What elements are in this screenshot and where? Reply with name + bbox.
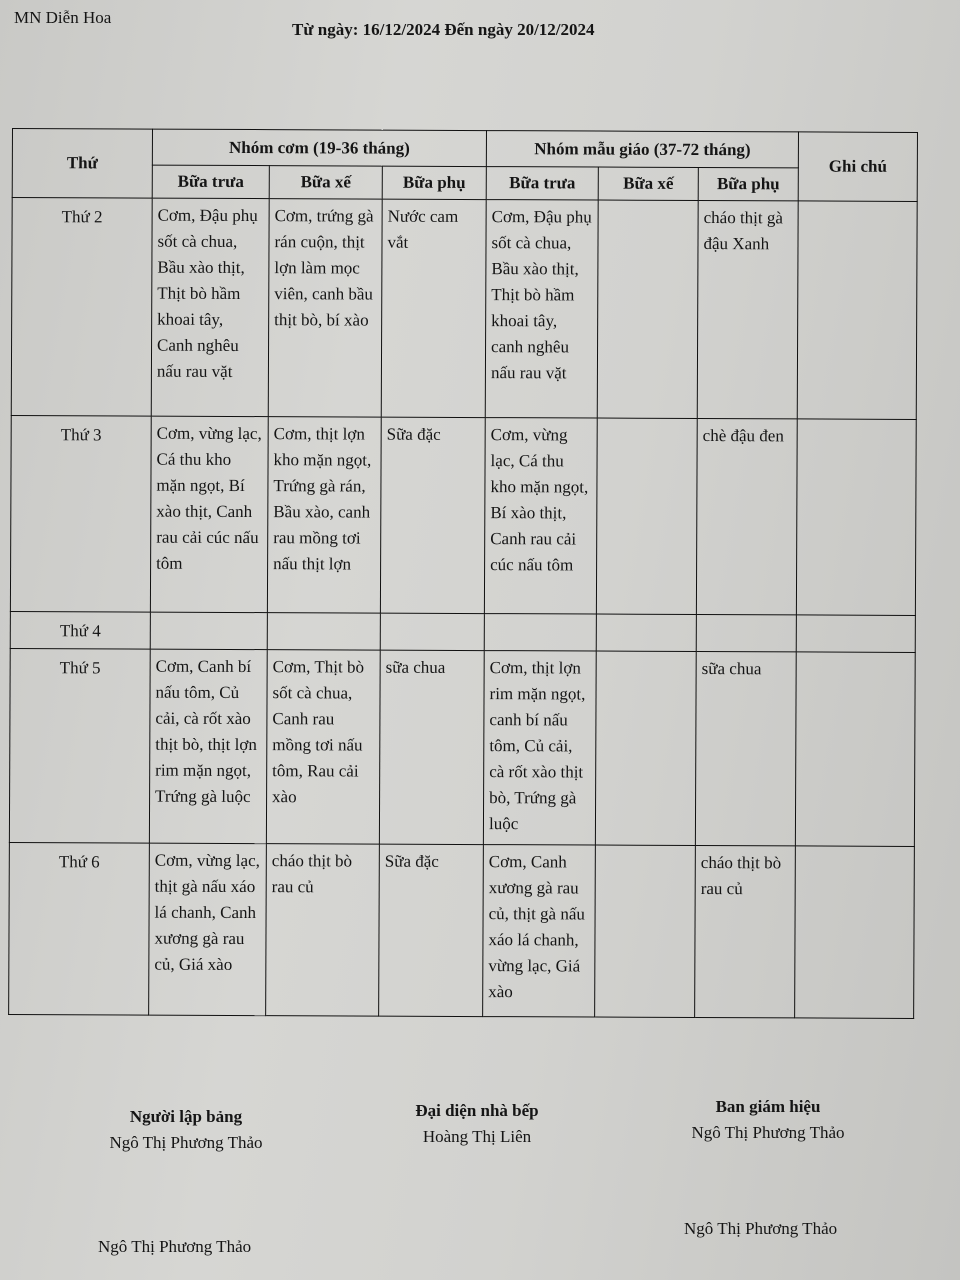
preparer-signed-name: Ngô Thị Phương Thảo (98, 1237, 252, 1256)
signature-kitchen (392, 1101, 562, 1147)
header-g2-lunch: Bữa trưa (486, 167, 598, 200)
g2-afternoon-cell (595, 845, 696, 1017)
board-title: Ban giám hiệu (715, 1097, 821, 1116)
kitchen-name: Hoàng Thị Liên (422, 1127, 532, 1146)
g1-snack-cell: Sữa đặc (380, 417, 485, 613)
signature-preparer (96, 1107, 276, 1153)
header-g1-afternoon: Bữa xế (269, 166, 382, 199)
header-g2-afternoon: Bữa xế (598, 167, 698, 200)
g1-snack-cell: sữa chua (379, 650, 484, 844)
g1-afternoon-cell: cháo thịt bò rau củ (266, 844, 380, 1016)
preparer-title: Người lập bảng (129, 1107, 243, 1126)
header-g1-snack: Bữa phụ (382, 166, 486, 199)
note-cell (795, 652, 915, 847)
table-row (11, 198, 917, 420)
g2-lunch-cell: Cơm, Canh xương gà rau củ, thịt gà nấu xáo lá chanh, vừng lạc, Giá xào (483, 845, 596, 1017)
menu-table-container (8, 128, 917, 1019)
school-name: MN Diễn Hoa (14, 8, 112, 27)
g2-afternoon-cell (597, 200, 698, 418)
header-g1-lunch: Bữa trưa (152, 165, 269, 199)
g1-snack-cell: Sữa đặc (379, 844, 484, 1016)
day-cell: Thứ 5 (9, 648, 150, 843)
g2-lunch-cell (484, 614, 596, 651)
g2-snack-cell: cháo thịt bò rau củ (695, 845, 796, 1017)
g2-afternoon-cell (596, 418, 697, 614)
day-cell: Thứ 4 (10, 611, 150, 649)
g2-snack-cell: chè đậu đen (696, 418, 797, 614)
g1-lunch-cell: Cơm, Canh bí nấu tôm, Củ cải, cà rốt xào thịt bò, thịt lợn rim mặn ngọt, Trứng gà luộc (149, 649, 267, 844)
g2-lunch-cell: Cơm, vừng lạc, Cá thu kho mặn ngọt, Bí xào thịt, Canh rau cải cúc nấu tôm (484, 418, 597, 614)
note-cell (796, 615, 915, 653)
signature-section (0, 1095, 960, 1275)
g1-lunch-cell (150, 612, 267, 650)
g1-lunch-cell: Cơm, vừng lạc, Cá thu kho mặn ngọt, Bí xào thịt, Canh rau cải cúc nấu tôm (150, 416, 268, 613)
g2-lunch-cell: Cơm, Đậu phụ sốt cà chua, Bầu xào thịt, Thịt bò hầm khoai tây, canh nghêu nấu rau vặt (485, 200, 598, 418)
g1-afternoon-cell: Cơm, Thịt bò sốt cà chua, Canh rau mồng tơi nấu tôm, Rau cải xào (266, 650, 380, 844)
g2-lunch-cell: Cơm, thịt lợn rim mặn ngọt, canh bí nấu tôm, Củ cải, cà rốt xào thịt bò, Trứng gà luộc (483, 651, 596, 845)
preparer-name: Ngô Thị Phương Thảo (109, 1133, 263, 1152)
day-cell: Thứ 3 (10, 415, 151, 612)
board-name: Ngô Thị Phương Thảo (691, 1123, 845, 1142)
g1-lunch-cell: Cơm, Đậu phụ sốt cà chua, Bầu xào thịt, Thịt bò hầm khoai tây, Canh nghêu nấu rau vặt (151, 198, 269, 417)
header-g2-snack: Bữa phụ (698, 167, 798, 200)
g2-afternoon-cell (595, 651, 696, 845)
header-group-kindergarten: Nhóm mẫu giáo (37-72 tháng) (486, 131, 798, 168)
g1-snack-cell: Nước cam vắt (381, 199, 486, 417)
table-row (9, 842, 915, 1018)
g1-afternoon-cell (267, 613, 380, 650)
menu-table (8, 128, 918, 1019)
g1-afternoon-cell: Cơm, trứng gà rán cuộn, thịt lợn làm mọc viên, canh bầu thịt bò, bí xào (268, 199, 382, 417)
table-row (10, 415, 916, 615)
header-group-rice: Nhóm cơm (19-36 tháng) (152, 129, 486, 166)
g1-afternoon-cell: Cơm, thịt lợn kho mặn ngọt, Trứng gà rán, Bầu xào, canh rau mồng tơi nấu thịt lợn (267, 417, 381, 613)
signature-board (678, 1097, 858, 1143)
note-cell (797, 201, 917, 420)
day-cell: Thứ 6 (9, 842, 150, 1015)
header-note: Ghi chú (798, 132, 917, 202)
board-signed-name: Ngô Thị Phương Thảo (684, 1219, 838, 1238)
date-range: Từ ngày: 16/12/2024 Đến ngày 20/12/2024 (292, 20, 595, 39)
g2-snack-cell: cháo thịt gà đậu Xanh (697, 200, 798, 418)
note-cell (795, 846, 915, 1019)
g2-afternoon-cell (596, 614, 696, 651)
note-cell (796, 419, 916, 616)
table-row (9, 648, 915, 846)
g2-snack-cell (696, 614, 796, 651)
g1-lunch-cell: Cơm, vừng lạc, thịt gà nấu xáo lá chanh, Canh xương gà rau củ, Giá xào (149, 843, 267, 1016)
g1-snack-cell (380, 613, 484, 650)
kitchen-title: Đại diện nhà bếp (415, 1101, 539, 1120)
day-cell: Thứ 2 (11, 198, 152, 417)
header-day: Thứ (12, 129, 152, 199)
table-row (10, 611, 915, 652)
g2-snack-cell: sữa chua (695, 651, 796, 845)
